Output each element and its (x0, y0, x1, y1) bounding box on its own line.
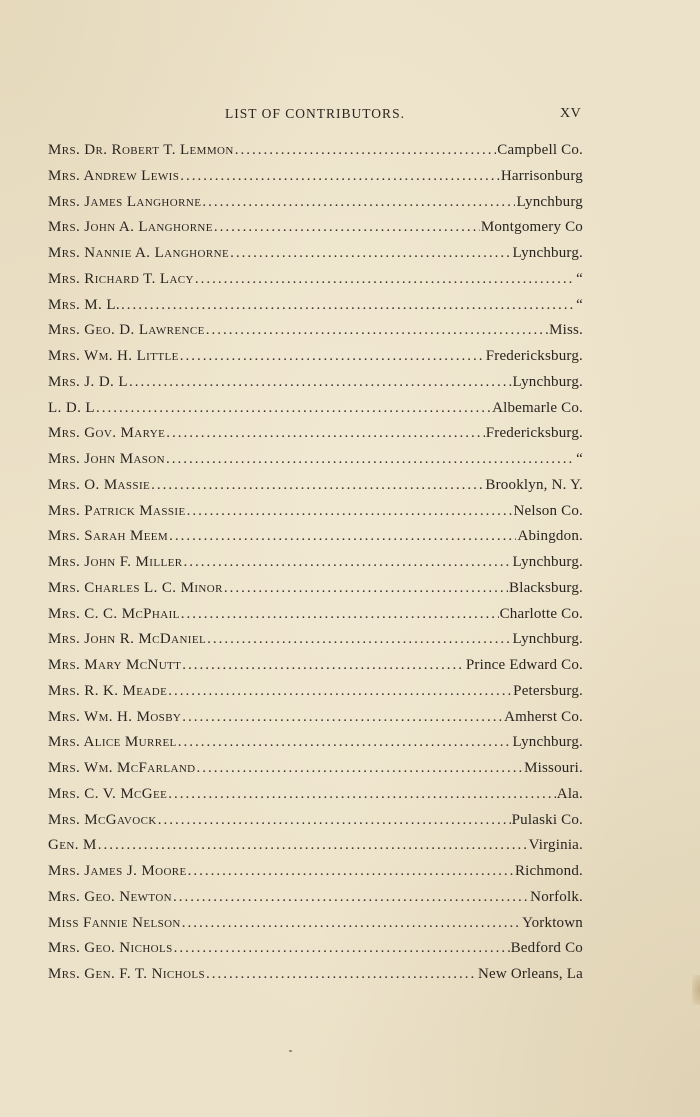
list-item (48, 219, 583, 245)
contributor-place: Abingdon. (517, 528, 583, 545)
list-item (48, 683, 583, 709)
dot-leader (168, 683, 512, 700)
contributor-place: Lynchburg. (512, 631, 583, 648)
contributor-name: Mrs. John R. McDaniel (48, 631, 207, 648)
contributor-place: Ala. (556, 785, 583, 802)
list-item (48, 657, 583, 683)
contributor-place: Prince Edward Co. (465, 657, 583, 673)
contributor-place: “ (576, 451, 583, 467)
dot-leader (129, 374, 512, 391)
list-item (48, 863, 583, 889)
contributors-list (48, 142, 583, 992)
contributor-place: Norfolk. (530, 888, 583, 905)
list-item (48, 812, 583, 838)
contributor-place: “ (576, 296, 583, 313)
contributor-name: Mrs. Wm. H. Mosby (48, 708, 182, 725)
dot-leader (183, 554, 511, 571)
dot-leader (158, 812, 511, 829)
list-item (48, 631, 583, 657)
list-item (48, 451, 583, 477)
list-item (48, 374, 583, 400)
contributor-place: Bedford Co (510, 940, 583, 957)
dot-leader (96, 400, 491, 417)
contributor-name: Mrs. Wm. McFarland (48, 760, 196, 776)
list-item (48, 606, 583, 632)
list-item (48, 889, 583, 915)
contributor-name: Mrs. Patrick Massie (48, 502, 186, 519)
list-item (48, 245, 583, 271)
contributor-name: Mrs. C. V. McGee (48, 785, 168, 802)
dot-leader (151, 477, 484, 494)
contributor-name: L. D. L (48, 399, 95, 416)
list-item (48, 297, 583, 323)
contributor-place: Harrisonburg (500, 167, 583, 184)
dot-leader (214, 219, 480, 236)
dot-leader (98, 837, 528, 854)
contributor-place: Pulaski Co. (511, 811, 583, 828)
contributor-place: Miss. (549, 322, 583, 339)
dot-leader (207, 631, 511, 648)
contributor-place: Lynchburg. (512, 373, 583, 390)
contributor-name: Mrs. Charles L. C. Minor (48, 579, 223, 596)
dot-leader (182, 709, 503, 726)
list-item (48, 915, 583, 941)
dot-leader (206, 966, 477, 983)
contributor-name: Miss Fannie Nelson (48, 914, 181, 931)
contributor-place: Petersburg. (513, 682, 583, 699)
dot-leader (166, 425, 485, 442)
dot-leader (197, 760, 524, 777)
contributor-place: Campbell Co. (497, 142, 583, 158)
dot-leader (202, 194, 515, 211)
contributor-name: Mrs. Geo. D. Lawrence (48, 322, 205, 339)
contributor-name: Mrs. Mary McNutt (48, 657, 182, 673)
list-item (48, 734, 583, 760)
dot-leader (180, 168, 500, 185)
contributor-name: Mrs. James J. Moore (48, 863, 187, 879)
contributor-place: Montgomery Co (480, 219, 583, 236)
list-item (48, 528, 583, 554)
contributor-name: Mrs. Gen. F. T. Nichols (48, 966, 205, 982)
dot-leader (180, 348, 485, 365)
list-item (48, 554, 583, 580)
list-item (48, 760, 583, 786)
list-item (48, 194, 583, 220)
dot-leader (168, 786, 556, 803)
contributor-place: Lynchburg. (512, 734, 583, 751)
dot-leader (169, 528, 516, 545)
contributor-place: Charlotte Co. (499, 605, 583, 622)
contributor-place: Richmond. (514, 863, 583, 879)
list-item (48, 477, 583, 503)
contributor-place: Nelson Co. (513, 502, 583, 519)
contributor-place: Lynchburg. (512, 554, 583, 570)
contributor-name: Mrs. Alice Murrel (48, 734, 177, 751)
contributor-name: Mrs. Wm. H. Little (48, 348, 179, 364)
contributor-name: Mrs. James Langhorne (48, 193, 202, 210)
contributor-name: Mrs. McGavock (48, 811, 157, 828)
dot-leader (174, 940, 510, 957)
dot-leader (173, 889, 529, 906)
contributor-place: New Orleans, La (477, 966, 583, 982)
page-title: LIST OF CONTRIBUTORS. (225, 106, 405, 121)
contributor-place: Albemarle Co. (492, 399, 583, 416)
dot-leader (187, 503, 513, 520)
paper-stain (692, 975, 700, 1005)
dot-leader (224, 580, 508, 597)
contributor-name: Mrs. C. C. McPhail (48, 605, 180, 622)
list-item (48, 966, 583, 992)
list-item (48, 940, 583, 966)
contributor-name: Mrs. John F. Miller (48, 554, 183, 570)
dot-leader (235, 142, 497, 159)
contributor-name: Mrs. Sarah Meem (48, 528, 169, 545)
dot-leader (121, 297, 575, 314)
contributor-name: Mrs. Nannie A. Langhorne (48, 245, 230, 261)
contributor-name: Mrs. John Mason (48, 451, 165, 467)
dot-leader (182, 915, 521, 932)
dot-leader (195, 271, 575, 288)
page-number: XV (560, 106, 582, 121)
dot-leader (181, 606, 499, 623)
list-item (48, 709, 583, 735)
list-item (48, 837, 583, 863)
paper-speck (289, 1050, 292, 1052)
running-header (0, 106, 700, 126)
contributor-place: Lynchburg (516, 193, 583, 210)
list-item (48, 142, 583, 168)
contributor-name: Mrs. Gov. Marye (48, 425, 166, 442)
dot-leader (166, 451, 575, 468)
contributor-place: Amherst Co. (504, 708, 583, 725)
dot-leader (188, 863, 514, 880)
list-item (48, 580, 583, 606)
list-item (48, 400, 583, 426)
contributor-name: Mrs. J. D. L (48, 373, 128, 390)
list-item (48, 168, 583, 194)
contributor-name: Mrs. Richard T. Lacy (48, 270, 194, 287)
contributor-name: Mrs. Geo. Nichols (48, 940, 173, 957)
contributor-place: Blacksburg. (509, 579, 583, 596)
contributor-place: Missouri. (524, 760, 583, 776)
dot-leader (178, 734, 512, 751)
contributor-name: Mrs. Andrew Lewis (48, 167, 180, 184)
list-item (48, 322, 583, 348)
contributor-name: Mrs. John A. Langhorne (48, 219, 213, 236)
contributor-place: Lynchburg. (512, 245, 583, 261)
list-item (48, 271, 583, 297)
contributor-place: Fredericksburg. (485, 348, 583, 364)
list-item (48, 348, 583, 374)
list-item (48, 503, 583, 529)
list-item (48, 786, 583, 812)
contributor-name: Mrs. O. Massie (48, 476, 151, 493)
contributor-place: “ (576, 270, 583, 287)
contributor-place: Yorktown (522, 914, 583, 931)
dot-leader (182, 657, 465, 674)
contributor-name: Mrs. M. L. (48, 296, 121, 313)
contributor-name: Mrs. Dr. Robert T. Lemmon (48, 142, 234, 158)
contributor-place: Fredericksburg. (485, 425, 583, 442)
contributor-place: Brooklyn, N. Y. (485, 476, 583, 493)
dot-leader (206, 322, 548, 339)
contributor-place: Virginia. (528, 837, 583, 854)
contributor-name: Gen. M (48, 837, 97, 854)
contributor-name: Mrs. R. K. Meade (48, 682, 168, 699)
contributor-name: Mrs. Geo. Newton (48, 888, 173, 905)
list-item (48, 425, 583, 451)
dot-leader (230, 245, 511, 262)
